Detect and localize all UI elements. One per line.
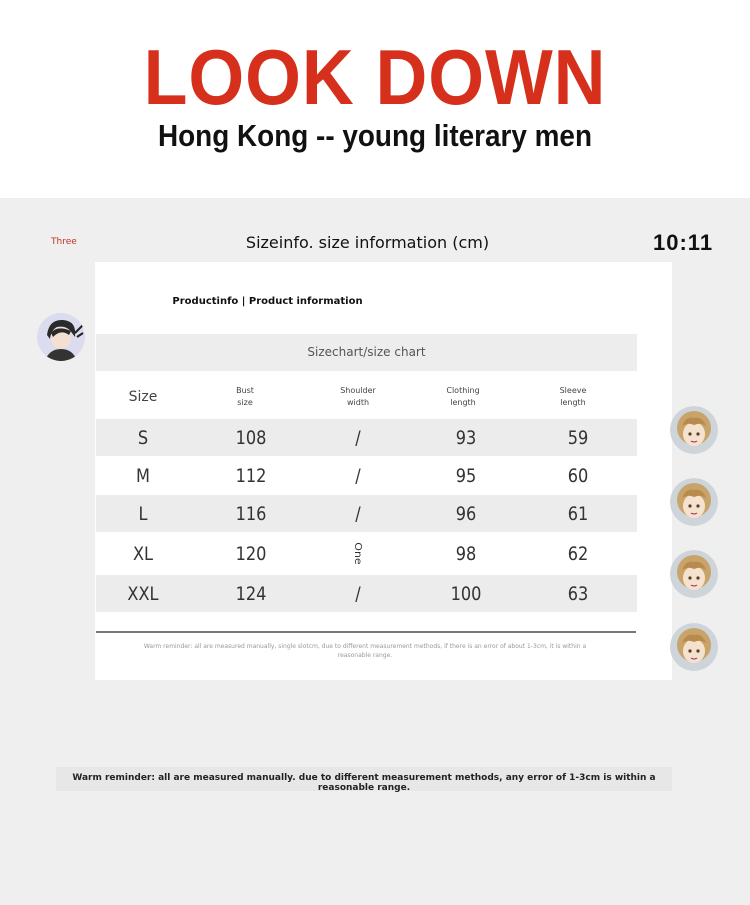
avatar-curly-hair-icon	[670, 478, 718, 526]
cell-sleeve: 59	[567, 426, 589, 449]
avatar-curly-hair-icon	[670, 550, 718, 598]
cell-size: L	[138, 502, 148, 525]
table-row	[96, 419, 637, 456]
cell-sleeve: 61	[567, 502, 589, 525]
section-label: Three	[51, 237, 77, 247]
brand-tagline: Hong Kong -- young literary men	[157, 118, 592, 153]
clock-readout: 10:11	[653, 230, 714, 255]
cell-size: XXL	[127, 582, 159, 605]
avatar-dark-hair-icon	[37, 313, 85, 361]
table-row	[96, 575, 637, 612]
cell-bust: 120	[235, 542, 267, 565]
cell-bust: 116	[235, 502, 267, 525]
brand-title: LOOK DOWN	[143, 33, 607, 121]
cell-shoulder: /	[355, 464, 361, 487]
cell-shoulder: One	[352, 542, 364, 565]
size-chart-title: Sizechart/size chart	[307, 345, 426, 359]
avatar-curly-hair-icon	[670, 406, 718, 454]
table-divider	[96, 631, 636, 633]
col-header-shoulder: Shoulder width	[340, 386, 376, 407]
cell-length: 100	[450, 582, 482, 605]
cell-shoulder: /	[355, 582, 361, 605]
cell-size: S	[137, 426, 149, 449]
cell-bust: 112	[235, 464, 267, 487]
col-header-clothing-length: Clothing length	[446, 386, 480, 407]
avatar-curly-hair-icon	[670, 623, 718, 671]
product-info-title: Productinfo | Product information	[172, 296, 363, 307]
table-row	[96, 535, 637, 572]
cell-sleeve: 62	[567, 542, 589, 565]
cell-length: 95	[455, 464, 477, 487]
table-row	[96, 495, 637, 532]
cell-bust: 108	[235, 426, 267, 449]
col-header-size: Size	[128, 389, 158, 405]
cell-sleeve: 60	[567, 464, 589, 487]
table-row	[96, 457, 637, 494]
cell-sleeve: 63	[567, 582, 589, 605]
fine-print-note: Warm reminder: all are measured manually, single slotcm, due to different measurement methods, if there is an error of about 1-3cm, it is within a reasonable range.	[143, 643, 587, 659]
cell-shoulder: /	[355, 426, 361, 449]
section-title: Sizeinfo. size information (cm)	[245, 233, 490, 252]
cell-size: XL	[132, 542, 154, 565]
col-header-bust: Bust size	[236, 386, 254, 407]
cell-size: M	[136, 464, 150, 487]
cell-length: 98	[455, 542, 477, 565]
cell-length: 93	[455, 426, 477, 449]
cell-length: 96	[455, 502, 477, 525]
warm-reminder: Warm reminder: all are measured manually. due to different measurement methods, any error of 1-3cm is within a reasonable range.	[72, 773, 656, 793]
cell-shoulder: /	[355, 502, 361, 525]
col-header-sleeve-length: Sleeve length	[559, 386, 587, 407]
cell-bust: 124	[235, 582, 267, 605]
